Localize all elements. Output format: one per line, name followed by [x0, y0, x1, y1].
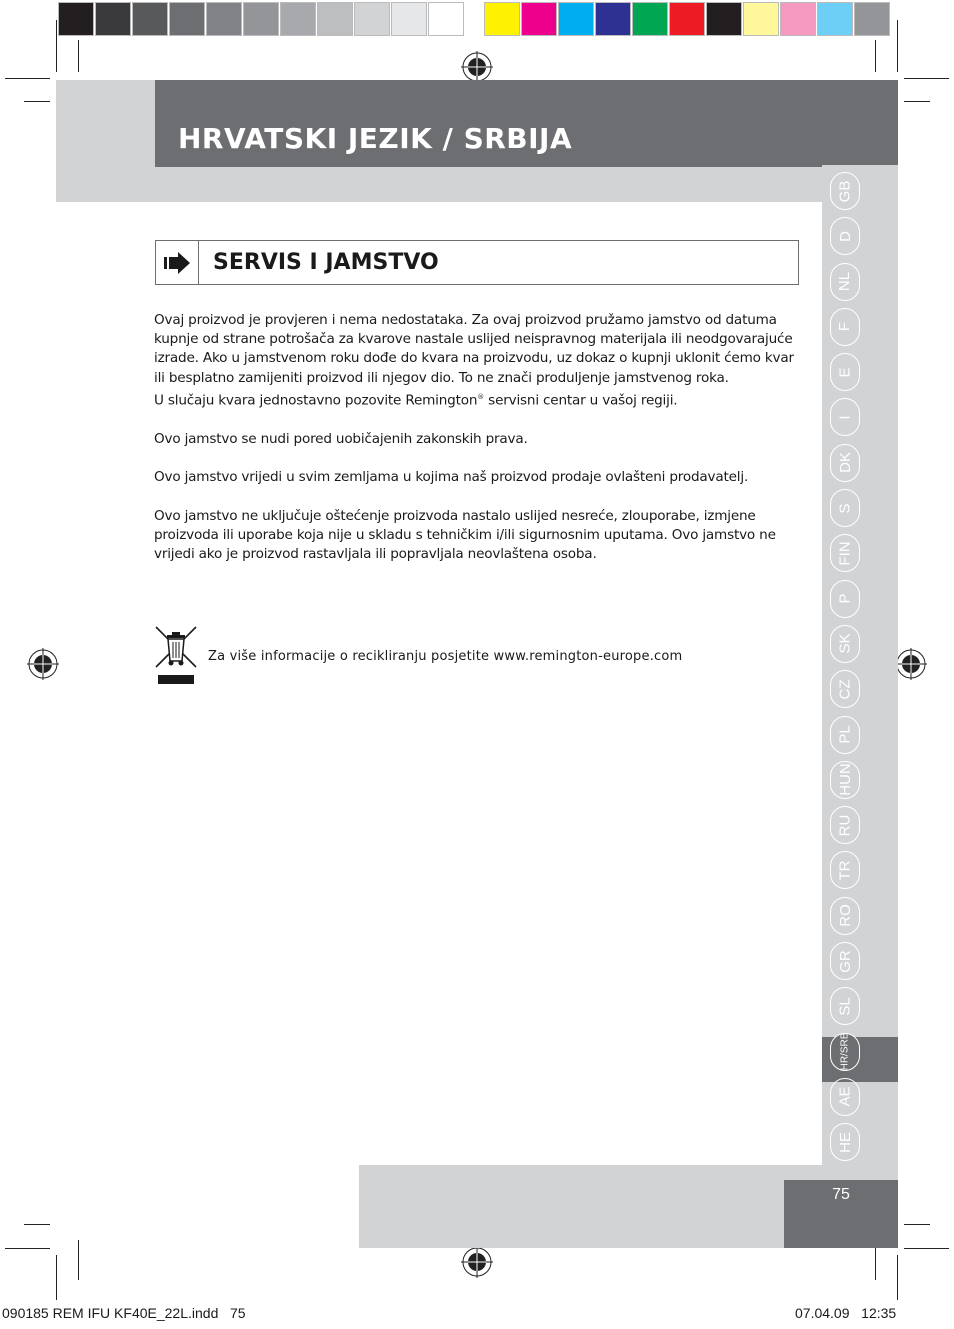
language-tab-d[interactable]: D: [830, 217, 860, 255]
color-swatch: [58, 2, 94, 36]
registration-mark-icon: [461, 1246, 493, 1278]
language-tab-sk[interactable]: SK: [830, 625, 860, 663]
color-swatch: [132, 2, 168, 36]
language-tab-sl[interactable]: SL: [830, 987, 860, 1025]
color-swatch: [169, 2, 205, 36]
color-swatch: [391, 2, 427, 36]
color-swatch: [521, 2, 557, 36]
language-tab-dk[interactable]: DK: [830, 444, 860, 482]
color-swatch: [854, 2, 890, 36]
color-swatch: [280, 2, 316, 36]
crop-mark: [56, 20, 57, 72]
paragraph-warranty-intro: Ovaj proizvod je provjeren i nema nedostataka. Za ovaj proizvod pružamo jamstvo od datuma kupnje od strane potrošača za kvarove nastale uslijed neispravnog materijala ili neodgovarajuće izrade. Ako u jamstvenom roku dođe do kvara na proizvodu, uz dokaz o kupnji uklonit ćemo kvar ili besplatno zamijeniti proizvod ili njegov dio. To ne znači produljenje jamstvenog roka. U slučaju kvara jednostavno pozovite Remington® servisni centar u vašoj regiji.: [154, 312, 794, 409]
recycling-info: Za više informacije o recikliranju posjetite www.remington-europe.com: [208, 649, 683, 664]
paragraph-legal-rights: Ovo jamstvo se nudi pored uobičajenih zakonskih prava.: [154, 430, 528, 447]
crop-mark: [897, 20, 898, 72]
crop-mark: [875, 40, 876, 72]
language-tab-f[interactable]: F: [830, 308, 860, 346]
language-tab-s[interactable]: S: [830, 489, 860, 527]
language-tab-i[interactable]: I: [830, 398, 860, 436]
crop-mark: [24, 1224, 50, 1225]
crop-mark: [904, 1224, 930, 1225]
color-swatch: [317, 2, 353, 36]
language-tab-nl[interactable]: NL: [830, 263, 860, 301]
language-tab-tr[interactable]: TR: [830, 851, 860, 889]
language-tab-gb[interactable]: GB: [830, 172, 860, 210]
crop-mark: [904, 78, 949, 79]
color-swatch: [428, 2, 464, 36]
color-swatch: [669, 2, 705, 36]
language-tab-p[interactable]: P: [830, 580, 860, 618]
color-swatch: [484, 2, 520, 36]
crop-mark: [5, 1248, 50, 1249]
paragraph-countries: Ovo jamstvo vrijedi u svim zemljama u kojima naš proizvod prodaje ovlašteni prodavatelj.: [154, 469, 749, 486]
crop-mark: [5, 78, 50, 79]
crop-mark: [24, 101, 50, 102]
color-swatch: [354, 2, 390, 36]
page-title: HRVATSKI JEZIK / SRBIJA: [178, 122, 573, 155]
crop-mark: [78, 40, 79, 72]
paragraph-exclusions: Ovo jamstvo ne uključuje oštećenje proizvoda nastalo uslijed nesreće, zlouporabe, izmjene proizvoda ili uporabe koja nije u skladu s tehničkim i/ili sigurnosnim uputama. Ovo jamstvo ne vrijedi ako je proizvod rastavljala ili popravljala neovlaštena osoba.: [154, 507, 776, 562]
color-swatch: [558, 2, 594, 36]
language-tab-cz[interactable]: CZ: [830, 670, 860, 708]
color-swatch: [95, 2, 131, 36]
language-tab-fin[interactable]: FIN: [830, 534, 860, 572]
crossed-bin-icon: [154, 625, 198, 685]
language-tabs: [830, 172, 862, 1169]
page-number: 75: [832, 1186, 850, 1203]
crop-mark: [78, 1240, 79, 1280]
warranty-text: [154, 311, 794, 583]
language-tab-e[interactable]: E: [830, 353, 860, 391]
crop-mark: [897, 1255, 898, 1300]
registration-mark-icon: [895, 648, 927, 680]
language-tab-he[interactable]: HE: [830, 1123, 860, 1161]
language-tab-hr-srb[interactable]: HR/SRB: [830, 1033, 860, 1071]
color-strip-grayscale: [58, 2, 465, 38]
crop-mark: [904, 101, 930, 102]
color-swatch: [706, 2, 742, 36]
color-strip-cmyk: [484, 2, 891, 38]
language-tab-gr[interactable]: GR: [830, 942, 860, 980]
crop-mark: [56, 1255, 57, 1300]
color-swatch: [817, 2, 853, 36]
print-date: 07.04.09 12:35: [795, 1305, 897, 1321]
color-swatch: [243, 2, 279, 36]
color-swatch: [780, 2, 816, 36]
language-tab-ro[interactable]: RO: [830, 897, 860, 935]
file-info: 090185 REM IFU KF40E_22L.indd 75: [2, 1305, 246, 1321]
crop-mark: [904, 1248, 949, 1249]
color-swatch: [632, 2, 668, 36]
registration-mark-icon: [27, 648, 59, 680]
color-swatch: [595, 2, 631, 36]
language-tab-ae[interactable]: AE: [830, 1078, 860, 1116]
section-title: SERVIS I JAMSTVO: [213, 250, 439, 275]
arrow-right-icon: [155, 240, 199, 285]
registration-mark-icon: [461, 51, 493, 83]
language-tab-ru[interactable]: RU: [830, 806, 860, 844]
language-tab-hun[interactable]: HUN: [830, 761, 860, 799]
language-tab-pl[interactable]: PL: [830, 716, 860, 754]
color-swatch: [743, 2, 779, 36]
color-swatch: [206, 2, 242, 36]
